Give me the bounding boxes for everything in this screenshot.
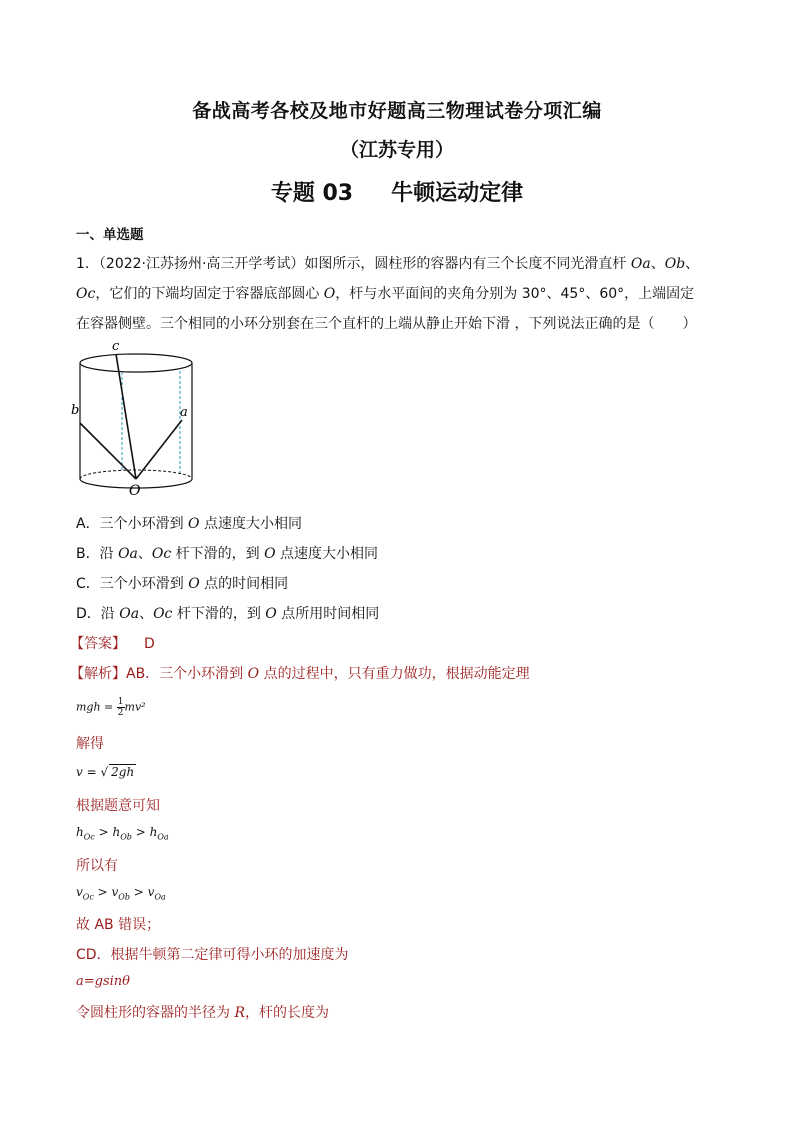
option-a: A．三个小环滑到 O 点速度大小相同 bbox=[76, 516, 302, 532]
label-c: c bbox=[112, 339, 120, 354]
label-o: O bbox=[129, 483, 141, 499]
topic-number: 专题 03 bbox=[270, 181, 354, 206]
document-title: 备战高考各校及地市好题高三物理试卷分项汇编 bbox=[192, 100, 602, 122]
formula-velocity: v = √ 2gh bbox=[76, 765, 135, 779]
analysis-label: 【解析】 bbox=[70, 666, 126, 682]
text-cd: CD．根据牛顿第二定律可得小环的加速度为 bbox=[76, 947, 349, 963]
topic-title bbox=[0, 176, 794, 207]
question-line-1: 1．（2022·江苏扬州·高三开学考试）如图所示，圆柱形的容器内有三个长度不同光滑直杆 Oa、Ob、 bbox=[76, 256, 700, 272]
text-jiede: 解得 bbox=[76, 736, 104, 752]
text-gu: 故 AB 错误； bbox=[76, 917, 161, 933]
formula-energy: mgh = $\frac{1}{2}$ mv² bbox=[76, 697, 146, 718]
rod-oa bbox=[136, 420, 182, 479]
label-b: b bbox=[71, 403, 80, 418]
answer-label: 【答案】 bbox=[70, 636, 126, 652]
option-d: D．沿 Oa、Oc 杆下滑的，到 O 点所用时间相同 bbox=[76, 606, 380, 622]
cylinder-figure bbox=[66, 336, 202, 500]
cylinder-top-ellipse bbox=[80, 354, 192, 372]
question-line-3: 在容器侧壁。三个相同的小环分别套在三个直杆的上端从静止开始下滑 ，下列说法正确的是（ ） bbox=[76, 316, 697, 332]
formula-heights: $h_{Oc} > h_{Ob} > h_{Oa}$ bbox=[76, 825, 169, 842]
text-last: 令圆柱形的容器的半径为 R，杆的长度为 bbox=[76, 1005, 329, 1021]
formula-speeds: $v_{Oc} > v_{Ob} > v_{Oa}$ bbox=[76, 885, 166, 902]
text-suoyi: 所以有 bbox=[76, 858, 118, 874]
answer-line bbox=[70, 633, 155, 653]
formula-acceleration: a=gsinθ bbox=[76, 974, 130, 989]
question-line-2: Oc，它们的下端均固定于容器底部圆心 O，杆与水平面间的夹角分别为 30°、45°、60°，上端固定 bbox=[76, 286, 695, 302]
option-c: C．三个小环滑到 O 点的时间相同 bbox=[76, 576, 289, 592]
rod-oc bbox=[116, 354, 136, 479]
document-subtitle: （江苏专用） bbox=[339, 139, 454, 161]
topic-name: 牛顿运动定律 bbox=[391, 181, 524, 206]
label-a: a bbox=[180, 405, 188, 420]
option-b: B．沿 Oa、Oc 杆下滑的，到 O 点速度大小相同 bbox=[76, 546, 379, 562]
text-genju: 根据题意可知 bbox=[76, 798, 160, 814]
analysis-line-1: 【解析】AB．三个小环滑到 O 点的过程中，只有重力做功，根据动能定理 bbox=[70, 666, 530, 682]
answer-value: D bbox=[144, 636, 155, 652]
section-heading: 一、单选题 bbox=[76, 227, 144, 243]
